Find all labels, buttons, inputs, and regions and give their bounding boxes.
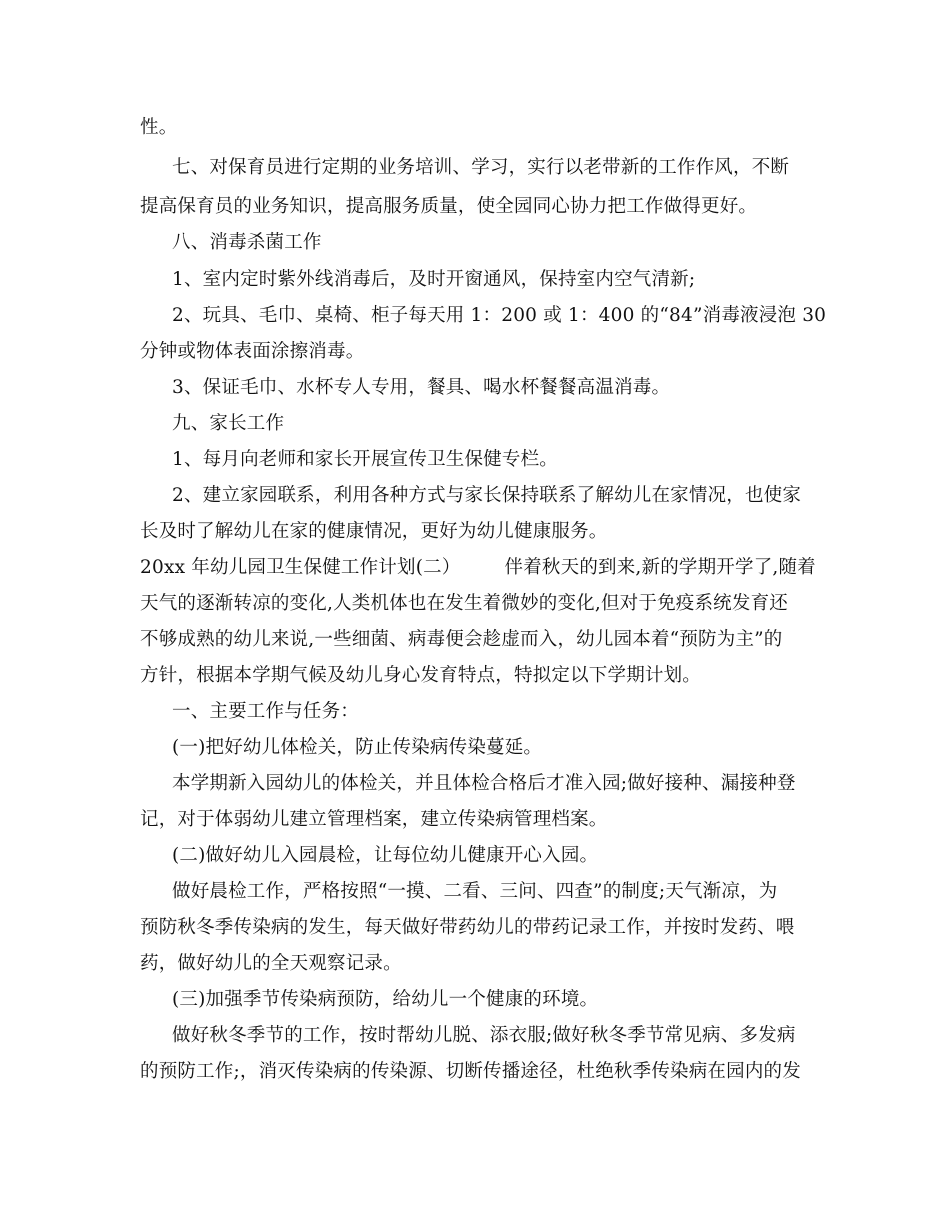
- text-line: 的预防工作;，消灭传染病的传染源、切断传播途径，杜绝秋季传染病在园内的发: [140, 1061, 801, 1082]
- text-line: 提高保育员的业务知识，提高服务质量，使全园同心协力把工作做得更好。: [140, 196, 758, 217]
- text-line: 做好晨检工作，严格按照“一摸、二看、三问、四查”的制度;天气渐凉，为: [172, 881, 778, 902]
- text-line: 做好秋冬季节的工作，按时帮幼儿脱、添衣服;做好秋冬季节常见病、多发病: [172, 1025, 796, 1046]
- text-line: 药，做好幼儿的全天观察记录。: [140, 953, 402, 974]
- text-line: 伴着秋天的到来,新的学期开学了,随着: [504, 557, 816, 578]
- section-heading: 一、主要工作与任务：: [172, 701, 360, 722]
- section-heading: (二)做好幼儿入园晨检，让每位幼儿健康开心入园。: [172, 845, 599, 866]
- text-line: 七、对保育员进行定期的业务培训、学习，实行以老带新的工作作风，不断: [172, 157, 790, 178]
- text-line: 不够成熟的幼儿来说,一些细菌、病毒便会趁虚而入，幼儿园本着“预防为主”的: [140, 629, 783, 650]
- title-line: [0, 551, 816, 585]
- text-line: 本学期新入园幼儿的体检关，并且体检合格后才准入园;做好接种、漏接种登: [172, 773, 796, 794]
- text-line: 2、建立家园联系，利用各种方式与家长保持联系了解幼儿在家情况，也使家: [172, 485, 802, 506]
- document-title: 20xx 年幼儿园卫生保健工作计划(二）: [140, 557, 461, 578]
- text-line: 分钟或物体表面涂擦消毒。: [140, 341, 365, 362]
- text-line: 性。: [140, 117, 178, 138]
- section-heading: 九、家长工作: [172, 413, 285, 434]
- section-heading: (三)加强季节传染病预防，给幼儿一个健康的环境。: [172, 989, 599, 1010]
- text-line: 3、保证毛巾、水杯专人专用，餐具、喝水杯餐餐高温消毒。: [172, 377, 671, 398]
- text-line: 天气的逐渐转凉的变化,人类机体也在发生着微妙的变化,但对于免疫系统发育还: [140, 593, 788, 614]
- text-line: 2、玩具、毛巾、桌椅、柜子每天用 1：200 或 1：400 的“84”消毒液浸泡 30: [172, 305, 827, 326]
- text-line: 长及时了解幼儿在家的健康情况，更好为幼儿健康服务。: [140, 521, 608, 542]
- text-line: 1、每月向老师和家长开展宣传卫生保健专栏。: [172, 449, 558, 470]
- text-line: 预防秋冬季传染病的发生，每天做好带药幼儿的带药记录工作，并按时发药、喂: [140, 917, 795, 938]
- section-heading: 八、消毒杀菌工作: [172, 232, 322, 253]
- text-line: 方针，根据本学期气候及幼儿身心发育特点，特拟定以下学期计划。: [140, 665, 702, 686]
- text-line: 1、室内定时紫外线消毒后，及时开窗通风，保持室内空气清新;: [172, 269, 696, 290]
- section-heading: (一)把好幼儿体检关，防止传染病传染蔓延。: [172, 737, 543, 758]
- text-line: 记，对于体弱幼儿建立管理档案，建立传染病管理档案。: [140, 809, 608, 830]
